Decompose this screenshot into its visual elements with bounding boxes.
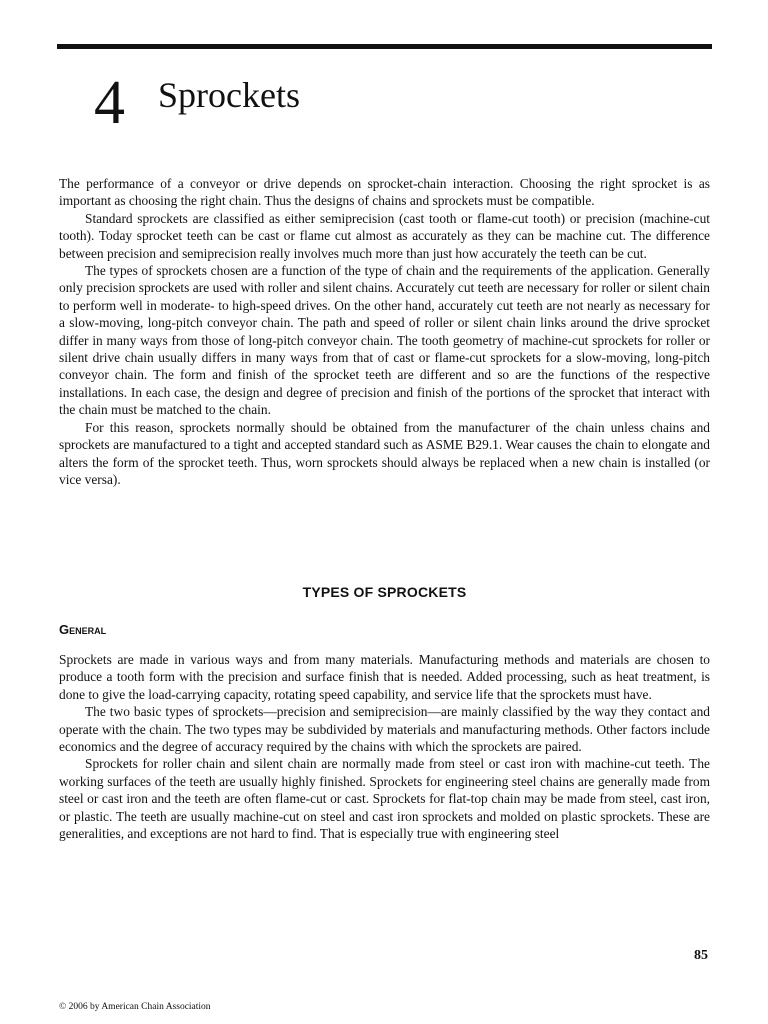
paragraph: Sprockets are made in various ways and from many materials. Manufacturing methods and materials are chosen to produce a tooth form with the precision and surface finish that is needed. Added processing, such as heat treatment, is done to give the load-carrying capacity, rotating speed capability, and service life that the sprockets must have. [59, 652, 710, 702]
paragraph: The performance of a conveyor or drive depends on sprocket-chain interaction. Choosing the right sprocket is as important as choosing the right chain. Thus the designs of chains and sprockets must be compatible. [59, 176, 710, 209]
intro-text [59, 175, 710, 488]
page-number: 85 [694, 948, 708, 963]
paragraph: The two basic types of sprockets—precision and semiprecision—are mainly classified by the way they contact and operate with the chain. The two types may be subdivided by materials and manufacturing methods. Other factors include economics and the degree of accuracy required by the chains with which the sprockets are paired. [59, 704, 710, 755]
top-rule [57, 44, 712, 49]
general-text [59, 651, 710, 842]
paragraph: Standard sprockets are classified as either semiprecision (cast tooth or flame-cut tooth) or precision (machine-cut tooth). Today sprocket teeth can be cast or flame cut almost as accurately as they can be machine cut. The difference between precision and semiprecision really involves much more than just how accurately the teeth can be cut. [59, 210, 710, 261]
paragraph: Sprockets for roller chain and silent chain are normally made from steel or cast iron with machine-cut teeth. The working surfaces of the teeth are usually highly finished. Sprockets for engineering steel chains are generally made from steel or cast iron and the teeth are often flame-cut or cast. Sprockets for flat-top chain may be made from steel, cast iron, or plastic. The teeth are usually machine-cut on steel and cast iron sprockets and molded on plastic sprockets. These are generalities, and exceptions are not hard to find. That is especially true with engineering steel [59, 756, 710, 842]
subsection-heading: General [59, 622, 107, 637]
section-heading: TYPES OF SPROCKETS [302, 584, 467, 600]
copyright-notice: © 2006 by American Chain Association [59, 1002, 211, 1012]
chapter-number: 4 [94, 69, 125, 137]
chapter-title: Sprockets [158, 75, 300, 115]
paragraph: For this reason, sprockets normally should be obtained from the manufacturer of the chain unless chains and sprockets are manufactured to a tight and accepted standard such as ASME B29.1. Wear causes the chain to elongate and alters the form of the sprocket teeth. Thus, worn sprockets should always be replaced when a new chain is installed (or vice versa). [59, 419, 710, 487]
paragraph: The types of sprockets chosen are a function of the type of chain and the requirements of the application. Generally only precision sprockets are used with roller and silent chains. Accurately cut teeth are necessary for roller or silent chain to perform well in moderate- to high-speed drives. On the other hand, accurately cut teeth are not nearly as necessary for a slow-moving, long-pitch conveyor chain. The path and speed of roller or silent chain links around the drive sprocket differ in many ways from those of long-pitch conveyor chain. The tooth geometry of machine-cut sprockets for roller or silent drive chain usually differs in many ways from that of cast or flame-cut sprockets for a slow-moving, long-pitch conveyor chain. The form and finish of the sprocket teeth are different and so are the functions of the respective installations. In each case, the design and degree of precision and finish of the portions of the sprocket that interact with the chain must be matched to the chain. [59, 263, 710, 418]
